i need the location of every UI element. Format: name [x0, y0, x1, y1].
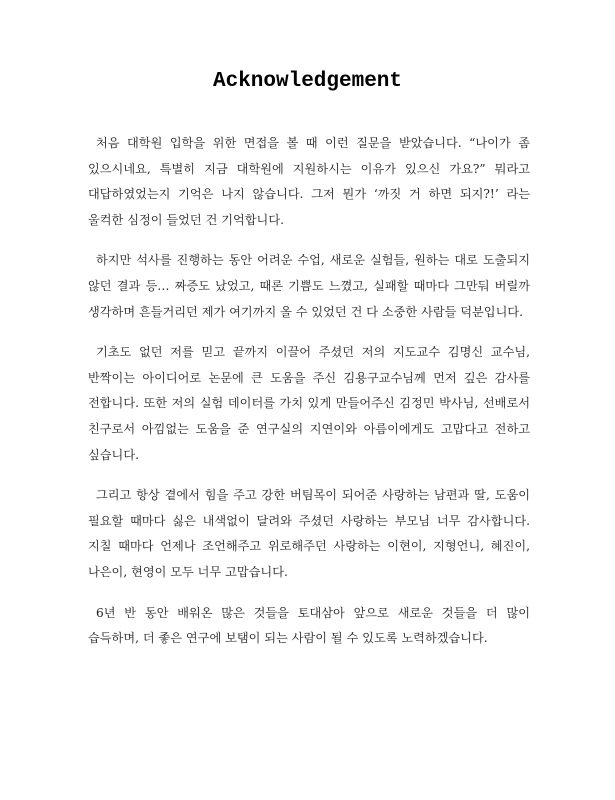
paragraph-5: 6년 반 동안 배워온 많은 것들을 토대삼아 앞으로 새로운 것들을 더 많이 습득하며, 더 좋은 연구에 보탬이 되는 사람이 될 수 있도록 노력하겠습니다. [88, 605, 530, 646]
page-title: Acknowledgement [212, 70, 403, 93]
acknowledgement-body [88, 131, 530, 667]
paragraph-3: 기초도 없던 저를 믿고 끝까지 이끌어 주셨던 저의 지도교수 김명신 교수님, 반짝이는 아이디어로 논문에 큰 도움을 주신 김용구교수님께 먼저 깊은 감사를 전합니다. 또한 저의 실험 데이터를 가치 있게 만들어주신 김정민 박사님, 선배로서 친구로서 아낌없는 도움을 준 연구실의 지연이와 아름이에게도 고맙다고 전하고 싶습니다. [88, 345, 530, 462]
paragraph-2: 하지만 석사를 진행하는 동안 어려운 수업, 새로운 실험들, 원하는 대로 도출되지 않던 결과 등… 짜증도 났었고, 때론 기쁨도 느꼈고, 실패할 때마다 그만둬 버릴까 생각하며 흔들거리던 제가 여기까지 올 수 있었던 건 다 소중한 사람들 덕분입니다. [88, 253, 530, 319]
paragraph-4: 그리고 항상 곁에서 힘을 주고 강한 버팀목이 되어준 사랑하는 남편과 딸, 도움이 필요할 때마다 싫은 내색없이 달려와 주셨던 사랑하는 부모님 너무 감사합니다. 지칠 때마다 언제나 조언해주고 위로해주던 사랑하는 이현이, 지형언니, 혜진이, 나은이, 현영이 모두 너무 고맙습니다. [88, 488, 530, 579]
paragraph-1: 처음 대학원 입학을 위한 면접을 볼 때 이런 질문을 받았습니다. “나이가 좀 있으시네요, 특별히 지금 대학원에 지원하시는 이유가 있으신 가요?” 뭐라고 대답하였었는지 기억은 나지 않습니다. 그저 뭔가 ‘까짓 거 하면 되지?!’ 라는 울컥한 심정이 들었던 건 기억합니다. [88, 136, 530, 227]
